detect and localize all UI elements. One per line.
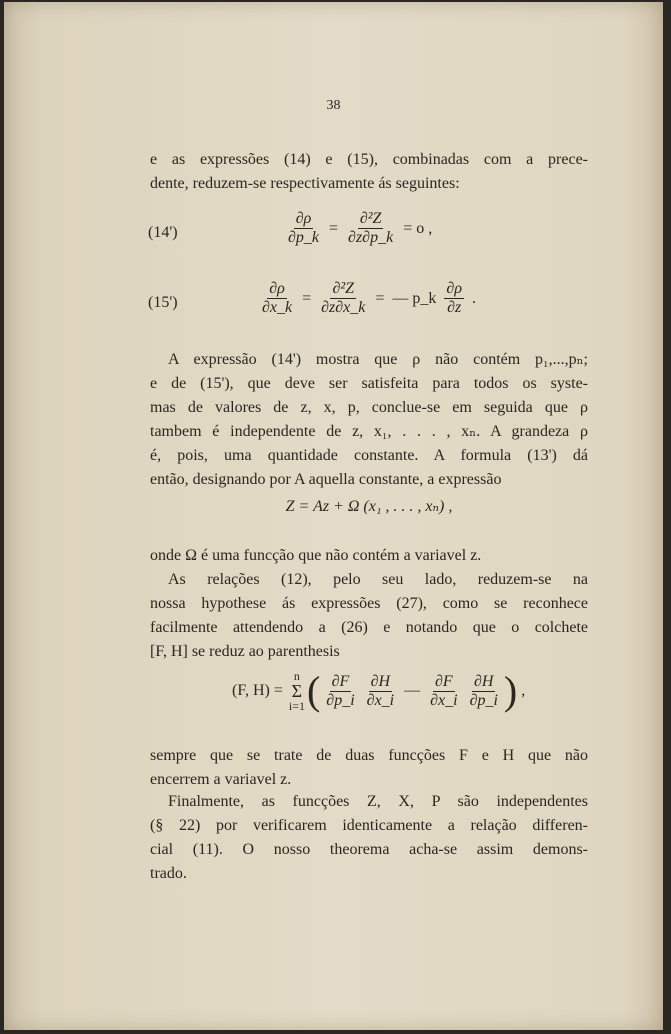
text-line: nossa hypothese ás expressões (27), como se reconhece: [150, 595, 588, 612]
fraction-denominator: ∂p_i: [469, 691, 498, 709]
right-paren: ): [503, 668, 518, 713]
equation-label: (15'): [148, 294, 178, 311]
text-line: facilmente attendendo a (26) e notando que o colchete: [150, 619, 588, 636]
text-line: mas de valores de z, x, p, conclue-se em seguida que ρ: [150, 399, 588, 416]
text-line: onde Ω é uma funcção que não contém a variavel z.: [150, 547, 482, 564]
text-line: [F, H] se reduz ao parenthesis: [150, 643, 340, 660]
equation-Z: Z = Az + Ω (x₁ , . . . , xₙ) ,: [285, 498, 453, 515]
text-line: e as expressões (14) e (15), combinadas com a prece-: [150, 151, 588, 168]
summation: [289, 670, 305, 712]
fraction-denominator: ∂z: [447, 299, 462, 316]
text-line: cial (11). O nosso theorema acha-se assim demons-: [150, 841, 588, 858]
text-line: trado.: [150, 865, 187, 882]
equation-FH: (F, H) = n Σ i=1 ( $\frac{\partial F}{\partial p\_i}$ $\frac{\partial H}{\partial x\_i}$ — $\frac{\partial F}{\partial x\_i}$ $\frac{\partial H}{\partial p\_i}$ ) ,: [232, 668, 526, 713]
text-line: sempre que se trate de duas funcções F e H que não: [150, 747, 588, 764]
fraction-numerator: ∂H: [474, 672, 494, 690]
fraction-denominator: ∂z∂x_k: [321, 299, 366, 316]
equation-14: $\frac{\partial\rho}{\partial p\_k}$ = $\frac{\text{∂²Z}}{\partial z\partial p\_k}$ = o ,: [288, 210, 433, 246]
left-paren: (: [306, 668, 321, 713]
fraction-denominator: ∂x_k: [262, 299, 293, 316]
text-line: dente, reduzem-se respectivamente ás seguintes:: [150, 175, 460, 192]
paragraph-1: [150, 348, 588, 492]
text-line: A expressão (14') mostra que ρ não contém p₁,...,pₙ;: [168, 351, 588, 368]
fraction-numerator: ∂H: [370, 672, 391, 690]
text-line: tambem é independente de z, x₁, . . . , xₙ. A grandeza ρ: [150, 423, 588, 440]
text-line: As relações (12), pelo seu lado, reduzem-se na: [168, 571, 588, 588]
sigma-symbol: Σ: [291, 681, 303, 701]
fraction-numerator: ∂²Z: [359, 210, 382, 227]
text-line: (§ 22) por verificarem identicamente a relação differen-: [150, 817, 588, 834]
text-line: Finalmente, as funcções Z, X, P são independentes: [168, 793, 588, 810]
fraction-denominator: ∂x_i: [430, 691, 458, 709]
paragraph-2: [150, 544, 588, 568]
page-number: 38: [326, 98, 341, 113]
equation-tail: = o ,: [403, 219, 433, 237]
fraction-numerator: ∂F: [434, 672, 453, 690]
sum-upper: n: [293, 669, 300, 683]
fraction-denominator: ∂x_i: [366, 691, 395, 709]
fraction-numerator: ∂ρ: [269, 280, 285, 297]
paragraph-3: [150, 568, 588, 664]
text-line: encerrem a variavel z.: [150, 771, 292, 788]
fraction-denominator: ∂p_k: [288, 229, 320, 246]
coefficient: — p_k: [392, 289, 437, 307]
equation-label: (14'): [148, 224, 178, 241]
intro-paragraph: [150, 148, 588, 196]
fraction-numerator: ∂ρ: [295, 210, 312, 227]
text-line: é, pois, uma quantidade constante. A formula (13') dá: [150, 447, 588, 464]
sum-lower: i=1: [288, 699, 305, 713]
paragraph-5: [150, 790, 588, 886]
fraction-denominator: ∂p_i: [326, 691, 355, 709]
text-line: e de (15'), que deve ser satisfeita para todos os syste-: [150, 375, 588, 392]
fraction-denominator: ∂z∂p_k: [348, 229, 394, 246]
fraction-numerator: ∂²Z: [332, 280, 355, 297]
text-line: então, designando por A aquella constante, a expressão: [150, 471, 502, 488]
fraction-numerator: ∂ρ: [446, 280, 463, 297]
equation-lhs: (F, H) =: [232, 682, 283, 699]
equation-15: $\frac{\partial\rho}{\partial x\_k}$ = $\frac{\text{∂²Z}}{\partial z\partial x\_k}$ = — p_k $\frac{\partial\rho}{\partial z}$ .: [262, 280, 477, 316]
fraction-numerator: ∂F: [331, 672, 350, 690]
book-page: [4, 2, 663, 1030]
paragraph-4: [150, 744, 588, 792]
